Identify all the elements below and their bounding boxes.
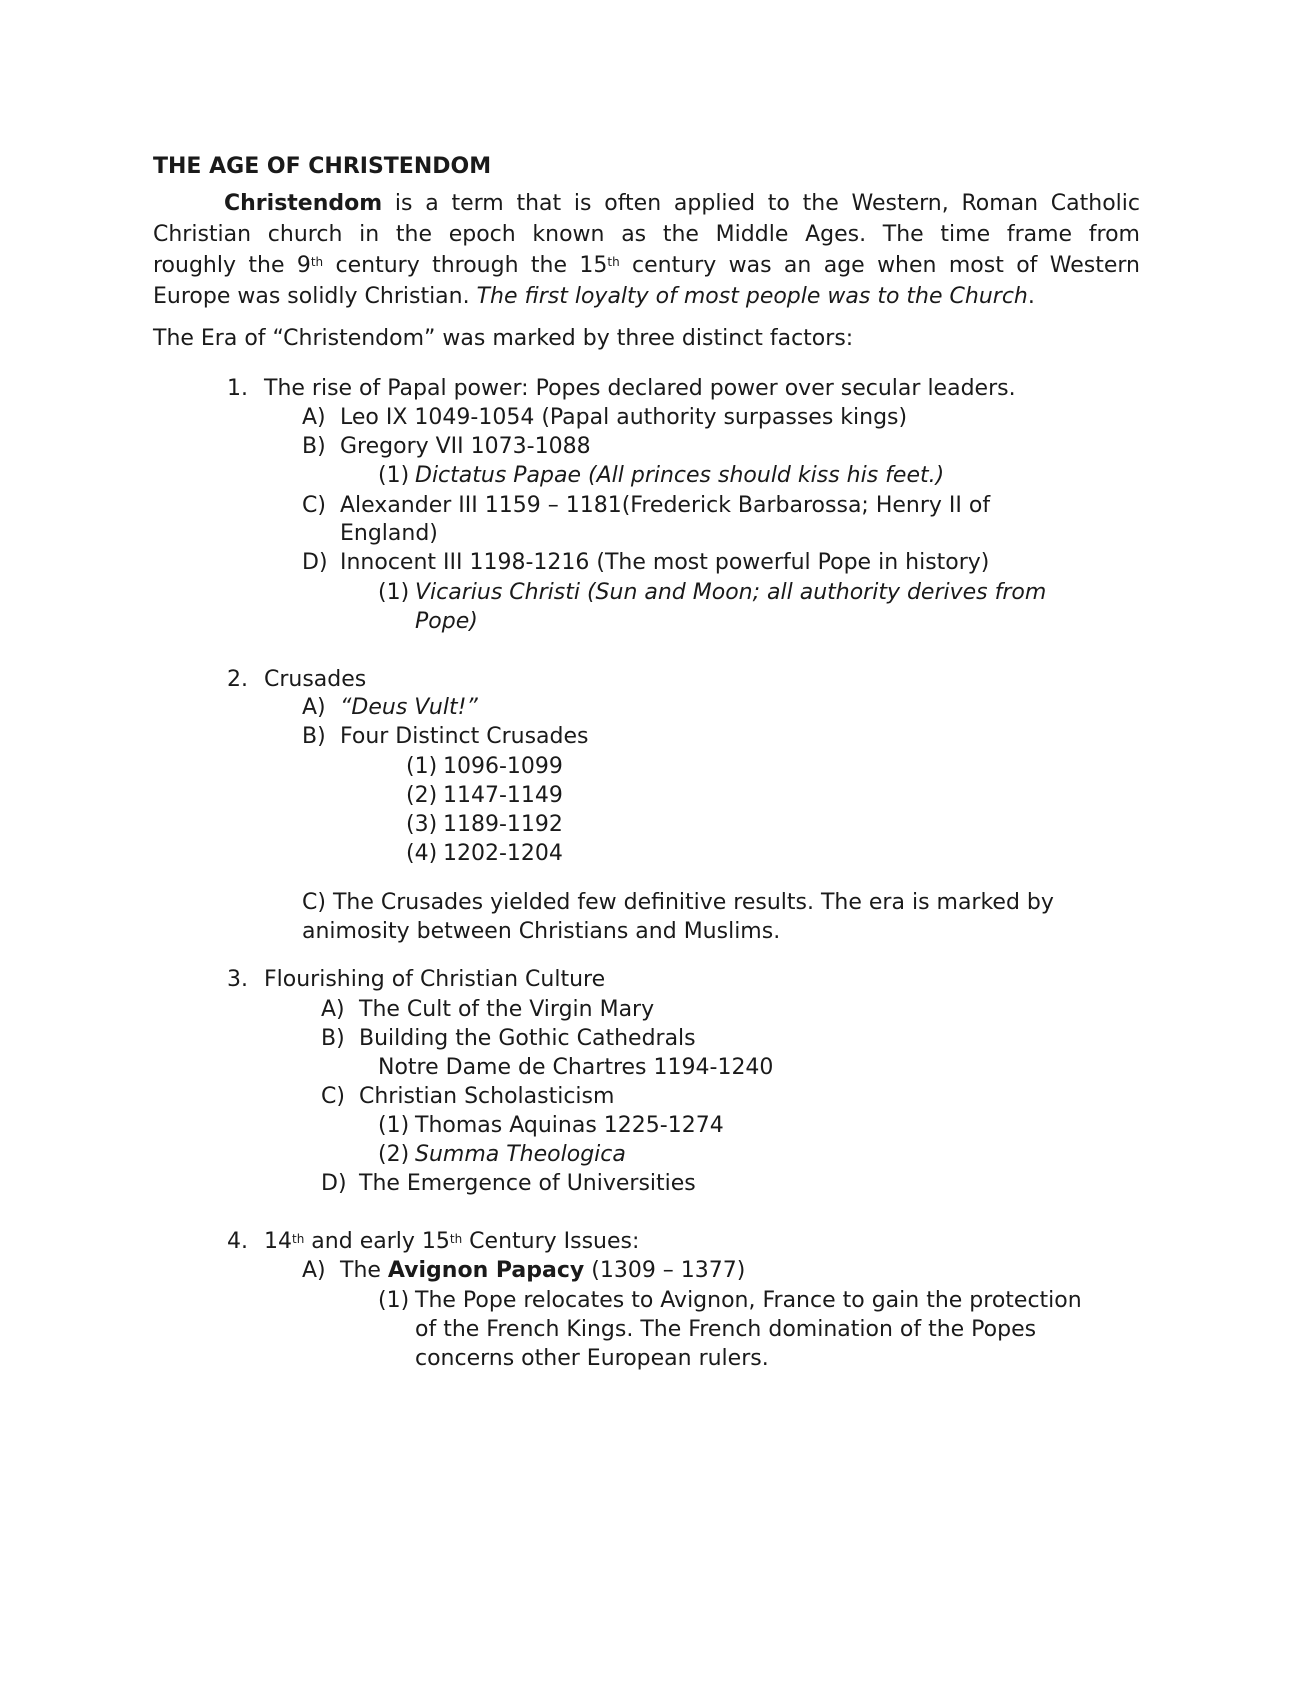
s1-a-text: Leo IX 1049-1054 (Papal authority surpasses kings): [340, 405, 908, 430]
s3-a-label: A): [321, 997, 345, 1022]
intro-line-3: roughly the 9th century through the 15th century was an age when most of Western: [153, 253, 1140, 278]
s3-b-text: Building the Gothic Cathedrals: [359, 1026, 696, 1051]
s2-b-text: Four Distinct Crusades: [340, 724, 589, 749]
crusade-1-years: 1096-1099: [443, 754, 563, 779]
s2-b-label: B): [302, 724, 326, 749]
crusade-3-years: 1189-1192: [443, 812, 563, 837]
crusade-1-label: (1): [406, 754, 438, 779]
s3-c1-text: Thomas Aquinas 1225-1274: [415, 1113, 724, 1138]
s3-c1-label: (1): [378, 1113, 410, 1138]
s2-c-text-cont: animosity between Christians and Muslims.: [302, 919, 781, 944]
era-intro: The Era of “Christendom” was marked by three distinct factors:: [153, 326, 854, 351]
s1-c-label: C): [302, 493, 326, 518]
crusade-4-years: 1202-1204: [443, 841, 563, 866]
s1-b1-text: Dictatus Papae (All princes should kiss his feet.): [415, 463, 945, 488]
s4-a-label: A): [302, 1258, 326, 1283]
s2-a-text: “Deus Vult!”: [340, 695, 478, 720]
section-4-heading: 14th and early 15th Century Issues:: [264, 1229, 640, 1254]
s1-c-text: Alexander III 1159 – 1181(Frederick Barbarossa; Henry II of: [340, 493, 991, 518]
s1-b-label: B): [302, 434, 326, 459]
s1-d1-text: Vicarius Christi (Sun and Moon; all authority derives from: [415, 580, 1047, 605]
intro-line-4: Europe was solidly Christian. The first loyalty of most people was to the Church.: [153, 284, 1035, 309]
s4-a1-text: The Pope relocates to Avignon, France to gain the protection: [415, 1288, 1082, 1313]
section-2-number: 2.: [227, 667, 248, 692]
crusade-2-label: (2): [406, 783, 438, 808]
s1-b1-label: (1): [378, 463, 410, 488]
s4-a1-text-cont: of the French Kings. The French domination of the Popes: [415, 1317, 1037, 1342]
s1-a-label: A): [302, 405, 326, 430]
s1-d1-text-cont: Pope): [415, 609, 478, 634]
s3-b-label: B): [321, 1026, 345, 1051]
section-1-heading: The rise of Papal power: Popes declared power over secular leaders.: [264, 376, 1016, 401]
s3-c-text: Christian Scholasticism: [359, 1084, 615, 1109]
section-1-number: 1.: [227, 376, 248, 401]
intro-line-1: Christendom is a term that is often applied to the Western, Roman Catholic: [224, 191, 1140, 216]
s4-a-text: The Avignon Papacy (1309 – 1377): [340, 1258, 746, 1283]
crusade-2-years: 1147-1149: [443, 783, 563, 808]
s3-c2-text: Summa Theologica: [415, 1142, 626, 1167]
s3-c2-label: (2): [378, 1142, 410, 1167]
page-title: THE AGE OF CHRISTENDOM: [153, 154, 492, 179]
section-3-heading: Flourishing of Christian Culture: [264, 967, 606, 992]
s1-c-text-cont: England): [340, 521, 438, 546]
crusade-3-label: (3): [406, 812, 438, 837]
s3-d-label: D): [321, 1171, 347, 1196]
s1-d1-label: (1): [378, 580, 410, 605]
avignon-papacy-term: Avignon Papacy: [387, 1258, 585, 1283]
s3-b-sub: Notre Dame de Chartres 1194-1240: [378, 1055, 774, 1080]
s3-a-text: The Cult of the Virgin Mary: [359, 997, 655, 1022]
s1-d-label: D): [302, 550, 328, 575]
s3-c-label: C): [321, 1084, 345, 1109]
section-2-heading: Crusades: [264, 667, 367, 692]
crusade-4-label: (4): [406, 841, 438, 866]
s2-c-text: C) The Crusades yielded few definitive results. The era is marked by: [302, 890, 1054, 915]
s1-d-text: Innocent III 1198-1216 (The most powerful Pope in history): [340, 550, 990, 575]
s4-a1-text-cont-2: concerns other European rulers.: [415, 1346, 769, 1371]
s1-b-text: Gregory VII 1073-1088: [340, 434, 591, 459]
s3-d-text: The Emergence of Universities: [359, 1171, 696, 1196]
s2-a-label: A): [302, 695, 326, 720]
christendom-term: Christendom: [224, 191, 383, 216]
intro-line-2: Christian church in the epoch known as the Middle Ages. The time frame from: [153, 222, 1140, 247]
section-3-number: 3.: [227, 967, 248, 992]
section-4-number: 4.: [227, 1229, 248, 1254]
intro-paragraph: [153, 188, 1140, 312]
s4-a1-label: (1): [378, 1288, 410, 1313]
